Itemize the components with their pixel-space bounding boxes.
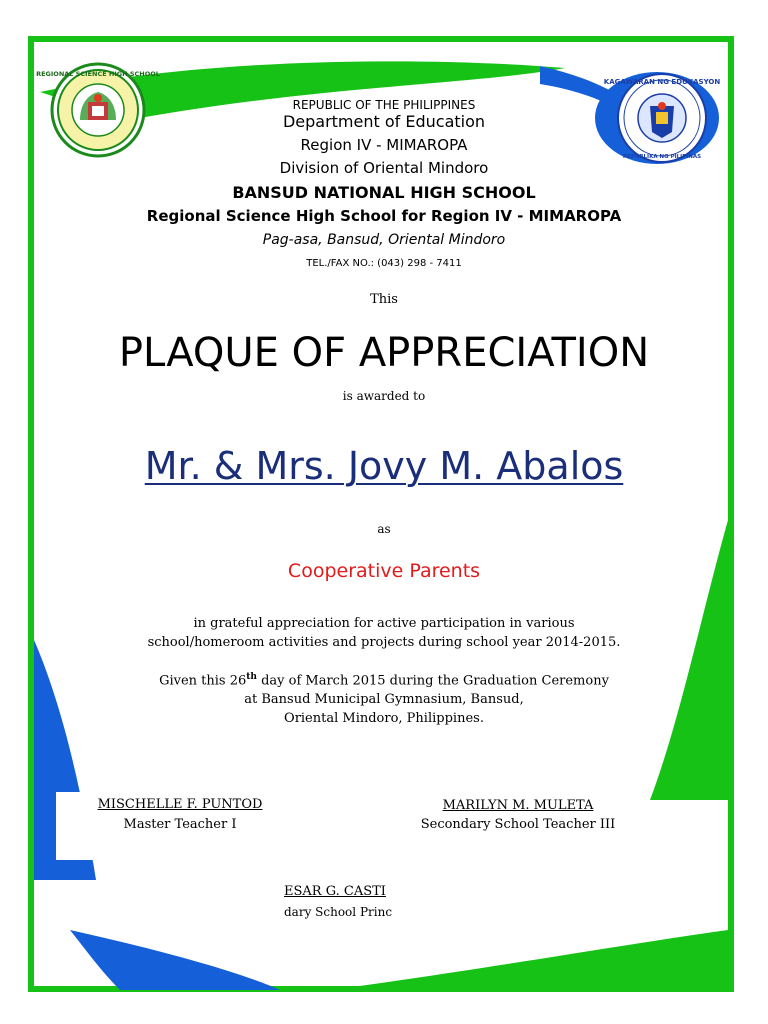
seal-top-text: KAGAWARAN NG EDUKASYON (603, 78, 721, 86)
center-signatory-title: dary School Princ (284, 905, 393, 919)
left-signatory-title: Master Teacher I (123, 817, 237, 832)
right-signatory-title: Secondary School Teacher III (420, 817, 616, 832)
this-text: This (370, 292, 398, 307)
header-school-name: BANSUD NATIONAL HIGH SCHOOL (232, 183, 536, 202)
role-text: Cooperative Parents (287, 560, 481, 582)
header-region: Region IV - MIMAROPA (300, 136, 468, 154)
recipient-name-text: Mr. & Mrs. Jovy M. Abalos (144, 444, 624, 488)
bottom-blue-swoosh (70, 930, 280, 990)
center-signatory-name: ESAR G. CASTI (284, 884, 386, 899)
given-suffix: day of March 2015 during the Graduation Ceremony (256, 673, 609, 689)
header-department: Department of Education (282, 112, 486, 131)
venue-line-2: Oriental Mindoro, Philippines. (284, 711, 484, 726)
center-signature-area (234, 872, 406, 934)
header-address: Pag-asa, Bansud, Oriental Mindoro (262, 232, 506, 248)
recipient-name (0, 444, 768, 488)
header-division: Division of Oriental Mindoro (279, 159, 489, 177)
header-telephone: TEL./FAX NO.: (043) 298 - 7411 (306, 258, 462, 269)
left-signatory-name: MISCHELLE F. PUNTOD (97, 797, 263, 812)
as-text: as (377, 522, 391, 536)
reason-line-1: in grateful appreciation for active participation in various (193, 616, 575, 631)
seal-bottom-text: REPUBLIKA NG PILIPINAS (622, 154, 702, 160)
given-line (0, 672, 768, 688)
given-superscript: th (246, 672, 257, 682)
reason-line-2: school/homeroom activities and projects during school year 2014-2015. (147, 635, 621, 650)
given-prefix: Given this 26 (159, 673, 247, 689)
seal-ring-text: REGIONAL SCIENCE HIGH SCHOOL (36, 70, 160, 78)
certificate-title: PLAQUE OF APPRECIATION (118, 330, 650, 376)
right-signatory-name: MARILYN M. MULETA (442, 798, 594, 813)
bottom-green-swoosh (330, 930, 728, 990)
header-regional-science: Regional Science High School for Region IV - MIMAROPA (146, 207, 622, 225)
header-republic: REPUBLIC OF THE PHILIPPINES (292, 98, 476, 112)
venue-line-1: at Bansud Municipal Gymnasium, Bansud, (244, 692, 524, 707)
awarded-to-text: is awarded to (342, 389, 426, 403)
